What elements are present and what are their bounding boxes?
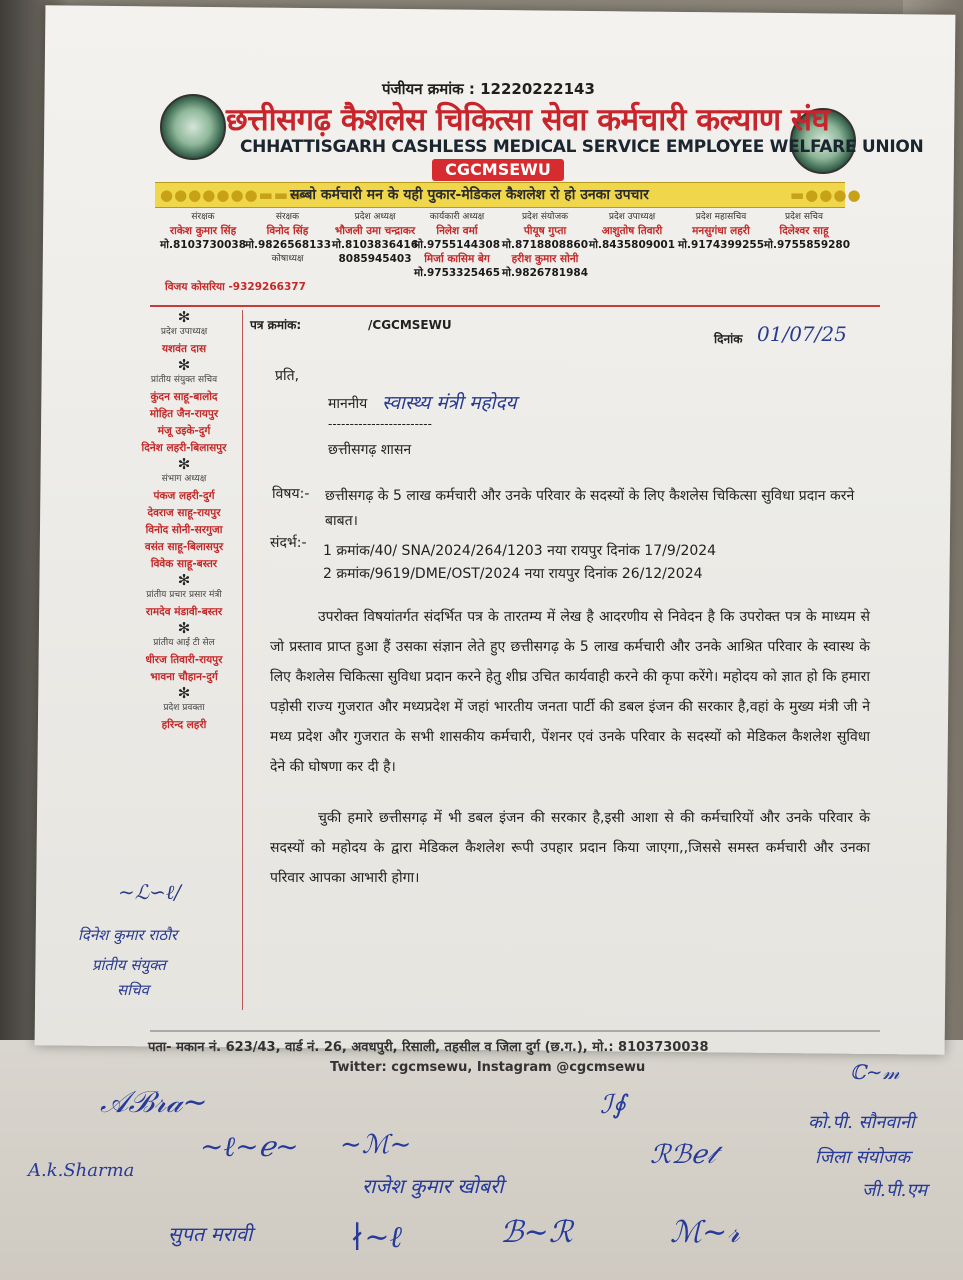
signature-rajesh: राजेश कुमार खोबरी bbox=[362, 1174, 504, 1198]
addressee-prefix: माननीय bbox=[328, 396, 368, 412]
official-phone: मो.9174399255 bbox=[677, 239, 765, 251]
reference-2: 2 क्रमांक/9619/DME/OST/2024 नया रायपुर दिनांक 26/12/2024 bbox=[323, 566, 703, 582]
star-icon: ✻ bbox=[177, 619, 191, 637]
sidebar-role: प्रदेश प्रवक्ता bbox=[163, 703, 205, 713]
official-role: प्रदेश संयोजक bbox=[521, 212, 569, 222]
star-icon: ✻ bbox=[177, 571, 191, 589]
official-8 bbox=[764, 210, 851, 252]
official-phone: मो.8103730038 bbox=[159, 239, 247, 251]
official-name: पीयूष गुप्ता bbox=[523, 225, 567, 237]
signature-supat: सुपत मरावी bbox=[168, 1222, 253, 1246]
signatory-name: दिनेश कुमार राठौर bbox=[78, 926, 178, 944]
signature-scrawl: ∤∼ℓ bbox=[350, 1220, 402, 1255]
extra-official: विजय कोसरिया -9329266377 bbox=[165, 281, 306, 293]
official-6 bbox=[588, 210, 676, 252]
official-phone-2: मो.9826781984 bbox=[501, 267, 589, 279]
official-4 bbox=[412, 210, 502, 280]
sidebar-name: यशवंत दास bbox=[161, 343, 207, 355]
official-phone: मो.9755144308 bbox=[413, 239, 501, 251]
official-phone: मो.8103836416 bbox=[331, 239, 419, 251]
signature-scrawl: ℂ∼𝓂 bbox=[850, 1060, 900, 1084]
reference-1: 1 क्रमांक/40/ SNA/2024/264/1203 नया रायपुर दिनांक 17/9/2024 bbox=[323, 543, 717, 559]
official-name: दिलेश्वर साहू bbox=[779, 225, 829, 237]
official-5 bbox=[500, 210, 590, 280]
footer-address: पता- मकान नं. 623/43, वार्ड नं. 26, अवधपुरी, रिसाली, तहसील व जिला दुर्ग (छ.ग.), मो.: 8103730038 bbox=[148, 1040, 709, 1055]
signature-scrawl: ∼ℳ∼ bbox=[340, 1130, 412, 1160]
sidebar-role: प्रदेश उपाध्यक्ष bbox=[160, 327, 208, 337]
official-phone: मो.9826568133 bbox=[245, 239, 332, 251]
official-7 bbox=[676, 210, 766, 252]
sidebar-name: हरिन्द लहरी bbox=[161, 719, 207, 731]
official-role: प्रदेश महासचिव bbox=[695, 212, 747, 222]
subject-label: विषय:- bbox=[272, 486, 310, 502]
signatory-designation: सचिव bbox=[117, 981, 149, 999]
registration-number: पंजीयन क्रमांक : 12220222143 bbox=[382, 80, 595, 98]
reference-number: /CGCMSEWU bbox=[368, 318, 452, 332]
sidebar-name: भावना चौहान-दुर्ग bbox=[150, 671, 218, 683]
union-title-english: CHHATTISGARH CASHLESS MEDICAL SERVICE EMPLOYEE WELFARE UNION bbox=[240, 137, 924, 157]
footer-divider bbox=[150, 1030, 880, 1032]
official-role: कार्यकारी अध्यक्ष bbox=[429, 212, 485, 222]
star-icon: ✻ bbox=[177, 455, 191, 473]
sidebar-name: वसंत साहू-बिलासपुर bbox=[144, 541, 224, 553]
sidebar-name: विनोद सोनी-सरगुजा bbox=[145, 524, 223, 536]
sidebar-role: प्रांतीय प्रचार प्रसार मंत्री bbox=[146, 590, 222, 600]
official-phone-2: 8085945403 bbox=[338, 253, 412, 265]
sidebar-name: दिनेश लहरी-बिलासपुर bbox=[141, 442, 227, 454]
official-name: राकेश कुमार सिंह bbox=[169, 225, 237, 237]
addressee: स्वास्थ्य मंत्री महोदय bbox=[382, 392, 517, 414]
star-icon: ✻ bbox=[177, 356, 191, 374]
reference-section-label: संदर्भ:- bbox=[270, 535, 307, 551]
decorative-dots-left: ●●●●●●●▬▬▬ bbox=[160, 186, 305, 204]
signature-scrawl: ℐ∮ bbox=[600, 1090, 626, 1120]
signature-right-1: को.पी. सौनवानी bbox=[808, 1112, 915, 1133]
official-name: विनोद सिंह bbox=[266, 225, 309, 237]
decorative-dots-right: ▬●●●● bbox=[790, 186, 862, 204]
signature-scrawl: ∼ℓ∼ℯ∼ bbox=[200, 1130, 299, 1163]
signature-scrawl: ℬ∼ℛ bbox=[500, 1215, 573, 1250]
official-1 bbox=[158, 210, 248, 252]
left-logo-emblem bbox=[160, 94, 226, 160]
letter-date: 01/07/25 bbox=[757, 322, 847, 346]
sidebar-name: पंकज लहरी-दुर्ग bbox=[153, 490, 215, 502]
official-name: भौजली उमा चन्द्राकर bbox=[334, 225, 416, 237]
official-name-2: मिर्जा कासिम बेग bbox=[424, 253, 490, 265]
subject-text: छत्तीसगढ़ के 5 लाख कर्मचारी और उनके परिवार के सदस्यों के लिए कैशलेस चिकित्सा सुविधा प्रदान करने बाबत। bbox=[325, 488, 855, 529]
government-line: छत्तीसगढ़ शासन bbox=[328, 442, 412, 458]
header-divider bbox=[150, 305, 880, 307]
sidebar-name: विवेक साहू-बस्तर bbox=[150, 558, 218, 570]
official-role: प्रदेश सचिव bbox=[784, 212, 823, 222]
official-phone: मो.8718808860 bbox=[501, 239, 589, 251]
sidebar-name: धीरज तिवारी-रायपुर bbox=[145, 654, 223, 666]
signature-scrawl: ℛℬℯ𝓉 bbox=[650, 1140, 716, 1170]
sidebar-role: संभाग अध्यक्ष bbox=[161, 474, 207, 484]
union-slogan: सब्बो कर्मचारी मन के यही पुकार-मेडिकल कैशलेश रो हो उनका उपचार bbox=[290, 187, 649, 203]
sidebar-role: प्रांतीय आई टी सेल bbox=[153, 638, 215, 648]
official-name: मनसुगंधा लहरी bbox=[692, 225, 750, 237]
date-label: दिनांक bbox=[714, 332, 743, 346]
footer-social: Twitter: cgcmsewu, Instagram @cgcmsewu bbox=[330, 1060, 646, 1075]
signature-sharma: A.k.Sharma bbox=[28, 1160, 135, 1181]
paragraph-2: चुकी हमारे छत्तीसगढ़ में भी डबल इंजन की सरकार है,इसी आशा से की कर्मचारियों और उनके परिवार के सदस्यों को महोदय के द्वारा मेडिकल कैशलेश रूपी उपहार प्रदान किया जाएगा,,जिससे समस्त कर्मचारी और उनका परिवार आपका आभारी होगा। bbox=[270, 810, 870, 886]
official-role: प्रदेश अध्यक्ष bbox=[354, 212, 396, 222]
signature-scrawl: 𝒜ℬ𝓇𝒶∼ bbox=[100, 1085, 208, 1120]
signatory-title: प्रांतीय संयुक्त bbox=[92, 956, 166, 974]
official-2 bbox=[245, 210, 330, 266]
official-extra-role: कोषाध्यक्ष bbox=[271, 254, 304, 264]
union-abbreviation-badge: CGCMSEWU bbox=[432, 159, 564, 181]
official-3 bbox=[330, 210, 420, 266]
official-phone-2: मो.9753325465 bbox=[413, 267, 501, 279]
to-label: प्रति, bbox=[275, 368, 300, 384]
star-icon: ✻ bbox=[177, 684, 191, 702]
official-role: प्रदेश उपाध्यक्ष bbox=[608, 212, 656, 222]
official-phone: मो.9755859280 bbox=[764, 239, 851, 251]
official-role: संरक्षक bbox=[275, 212, 300, 222]
sidebar-name: मंजू उइके-दुर्ग bbox=[157, 425, 211, 437]
star-icon: ✻ bbox=[177, 308, 191, 326]
official-role: संरक्षक bbox=[191, 212, 215, 222]
signature-scrawl: ℳ∼𝓇 bbox=[670, 1215, 740, 1250]
signature-right-3: जी.पी.एम bbox=[862, 1180, 928, 1201]
union-title-hindi: छत्तीसगढ़ कैशलेस चिकित्सा सेवा कर्मचारी कल्याण संघ bbox=[226, 102, 830, 138]
sidebar-name: कुंदन साहू-बालोद bbox=[150, 391, 218, 403]
sidebar-divider bbox=[242, 310, 243, 1010]
reference-label: पत्र क्रमांक: bbox=[250, 318, 302, 332]
sidebar-name: रामदेव मंडावी-बस्तर bbox=[145, 606, 223, 618]
signatory-signature-scrawl: ∼ℒ∽ℓ∕ bbox=[118, 880, 181, 904]
official-name-2: हरीश कुमार सोनी bbox=[511, 253, 579, 265]
official-name: आशुतोष तिवारी bbox=[601, 225, 663, 237]
paragraph-1: उपरोक्त विषयांतर्गत संदर्भित पत्र के तारतम्य में लेख है आदरणीय से निवेदन है कि उपरोक्त पत्र के माध्यम से जो प्रस्ताव प्राप्त हुआ हैं उसका संज्ञान लेते हुए छत्तीसगढ़ के 5 लाख कर्मचारी और उनके आश्रित परिवार के स्वास्थ के लिए कैशलेस चिकित्सा सुविधा प्रदान करने हेतु शीघ्र उचित कार्यवाही करने की कृपा करेंगे। महोदय को ज्ञात हो कि हमारा पड़ोसी राज्य गुजरात और मध्यप्रदेश में जहां भारतीय जनता पार्टी की डबल इंजन की सरकार है,वहां के मुख्य मंत्री जी ने मध्य प्रदेश और गुजरात के सभी शासकीय कर्मचारी, पेंशनर एवं उनके परिवार के सदस्यों को मेडिकल कैशलेश सुविधा देने की घोषणा कर दी है। bbox=[270, 609, 870, 775]
sidebar-name: मोहित जैन-रायपुर bbox=[149, 408, 219, 420]
sidebar-role: प्रांतीय संयुक्त सचिव bbox=[150, 375, 218, 385]
official-phone: मो.8435809001 bbox=[588, 239, 676, 251]
official-name: निलेश वर्मा bbox=[436, 225, 478, 237]
sidebar-name: देवराज साहू-रायपुर bbox=[147, 507, 221, 519]
signature-right-2: जिला संयोजक bbox=[815, 1147, 911, 1168]
addressee-dashes: ------------------------ bbox=[328, 417, 432, 431]
sidebar-office-bearers bbox=[128, 310, 240, 734]
